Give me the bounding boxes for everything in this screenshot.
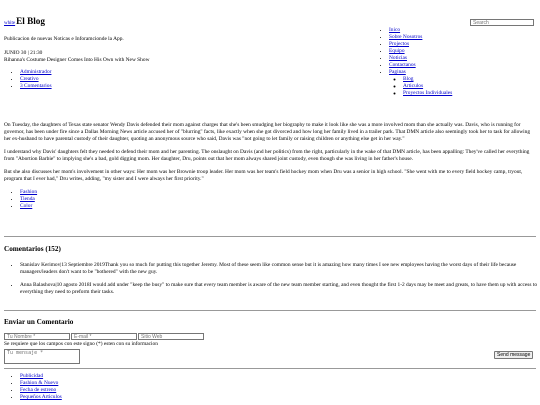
nav-link-articulos[interactable]: Articulos bbox=[403, 83, 424, 90]
footer-item bbox=[20, 380, 220, 387]
footer-item bbox=[20, 394, 220, 401]
nav-link-noticias[interactable]: Noticias bbox=[389, 55, 407, 62]
article-body bbox=[4, 122, 536, 210]
footer-link-fashion-nuevo[interactable]: Fashion & Nuevo bbox=[20, 380, 59, 387]
tagline: Publicacion de nuevas Noticas e Inforamcionde la App. bbox=[4, 35, 124, 42]
tag-item bbox=[20, 196, 536, 203]
footer-link-pequenos-articulos[interactable]: Pequeños Articulos bbox=[20, 394, 62, 401]
email-field[interactable] bbox=[71, 333, 137, 340]
meta-author-link[interactable]: Administrador bbox=[20, 69, 52, 75]
post-date: JUNIO 30 | 21:30 bbox=[4, 49, 43, 56]
footer-item bbox=[20, 387, 220, 394]
comments-list bbox=[4, 262, 540, 302]
nav-link-proyectos-individuales[interactable]: Proyectos Individuales bbox=[403, 90, 453, 97]
nav-subitem-proyectos-individuales bbox=[403, 90, 452, 97]
divider bbox=[4, 236, 536, 237]
comment-author: Anna Balashova bbox=[20, 282, 56, 289]
nav-link-contactanos[interactable]: Contactanos bbox=[389, 62, 416, 69]
post-headline: Rihanna's Costume Designer Comes Into His Own with New Show bbox=[4, 56, 150, 63]
nav-link-inicio[interactable]: Inico bbox=[389, 27, 401, 33]
meta-category-link[interactable]: Creativo bbox=[20, 76, 39, 83]
comment-text: Thank you so much for putting this together Jeremy. Most of these seem like common sense but it is amazing how many times I see new employees having the worst days of their life because managers/leaders don't want to be "bothered" with the new guy. bbox=[20, 262, 517, 276]
tag-link-tienda[interactable]: Tienda bbox=[20, 196, 35, 203]
blog-title: El Blog bbox=[16, 16, 45, 26]
page-header bbox=[4, 16, 536, 90]
website-field[interactable] bbox=[138, 333, 204, 340]
footer-link-fecha-estreno[interactable]: Fecha de estreno bbox=[20, 387, 57, 394]
nav-link-equipo[interactable]: Equipo bbox=[389, 48, 405, 55]
tag-link-fashion[interactable]: Fashion bbox=[20, 189, 38, 196]
comment-author: Stanislav Kerimov bbox=[20, 262, 61, 268]
article-paragraph: I understand why Davis' daughters felt they needed to defend their mom and her parenting. The onslaught on Davis (and her politics) from the right, particularly in the wake of that DMN article, has been appalling: They've called her everything from "Abortion Barbie" to implying she's a bad, gold digging mom. Her daughter, Dru, points out that her mom always shared joint custody, even though she was living in her father's house. bbox=[4, 149, 530, 163]
tag-list bbox=[4, 189, 536, 210]
nav-link-blog[interactable]: Blog bbox=[403, 76, 414, 83]
meta-category-item bbox=[20, 76, 536, 83]
nav-link-sobre-nosotros[interactable]: Sobre Nosotros bbox=[389, 34, 423, 41]
tag-item bbox=[20, 203, 536, 210]
nav-link-projectos[interactable]: Projectos bbox=[389, 41, 410, 48]
divider bbox=[4, 310, 536, 311]
comment-form bbox=[4, 333, 536, 367]
post-meta-list bbox=[4, 69, 536, 90]
logo-image-link[interactable]: white bbox=[4, 21, 16, 26]
comment-item: • Anna Balashova|10 agosto 2018I would add under "keep the busy" to make sure that every team member is aware of the new team member starting, and even thought the first 1-2 days may be meet and greats, to have them up with access to everything they need to preform their tasks. bbox=[20, 282, 540, 296]
comment-date: 13 Septiembre 2019 bbox=[61, 262, 105, 268]
footer-links bbox=[4, 373, 220, 401]
name-field[interactable] bbox=[4, 333, 70, 340]
comments-title: Comentarios (152) bbox=[4, 245, 61, 253]
comment-form-title: Enviar un Comentario bbox=[4, 318, 74, 326]
send-message-button[interactable]: Send message bbox=[494, 351, 533, 359]
nav-link-paginas[interactable]: Paginas bbox=[389, 69, 406, 76]
meta-comments-item bbox=[20, 83, 536, 90]
logo-row bbox=[4, 16, 536, 28]
meta-author-item bbox=[20, 69, 536, 76]
article-paragraph: On Tuesday, the daughters of Texas state senator Wendy Davis defended their mom against charges that she's been smudging her biography to make it look like she was a more involved mom than she actually was. Davis, who is running for governor, has been under fire since a Dallas Morning News article accused her of "blurring" facts, like exactly when she got divorced and how long her family lived in a trailer park. That DMN article also seemingly took her to task for allowing her ex-husband to have parental custody of their daughter, quoting an anonymous source who said, Davis was "not going to let family or raising children or anything else get in her way." bbox=[4, 122, 531, 143]
divider bbox=[4, 368, 536, 369]
tag-link-color[interactable]: Color bbox=[20, 203, 33, 210]
meta-comments-link[interactable]: 3 Comentarios bbox=[20, 83, 52, 90]
message-field[interactable] bbox=[4, 349, 80, 364]
required-note: Se requiere que los campos con este signo (*) esten con su informacion bbox=[4, 341, 158, 348]
tag-item bbox=[20, 189, 536, 196]
comment-text: I would add under "keep the busy" to make sure that every team member is aware of the new team member starting, and even thought the first 1-2 days may be meet and greats, to have them up with access to everything they need to preform their tasks. bbox=[20, 282, 538, 296]
comment-date: 10 agosto 2018 bbox=[56, 282, 90, 289]
footer-link-publicidad[interactable]: Publicidad bbox=[20, 373, 44, 379]
footer-item bbox=[20, 373, 220, 380]
comment-item: • Stanislav Kerimov|13 Septiembre 2019Thank you so much for putting this together Jeremy. Most of these seem like common sense but it is amazing how many times I see new employees having the worst days of their life because managers/leaders don't want to be "bothered" with the new guy. bbox=[20, 262, 540, 276]
article-paragraph: But she also discusses her mom's involvement in other ways: Her mom was her Brownie troop leader. Her mom was her team's field hockey mom when Dru was a senior in high school. "She went with me to every field hockey camp, tryout, program that I ever had," Dru writes, adding, "my sister and I were always her first priority." bbox=[4, 169, 523, 183]
form-fields-row bbox=[4, 333, 536, 340]
